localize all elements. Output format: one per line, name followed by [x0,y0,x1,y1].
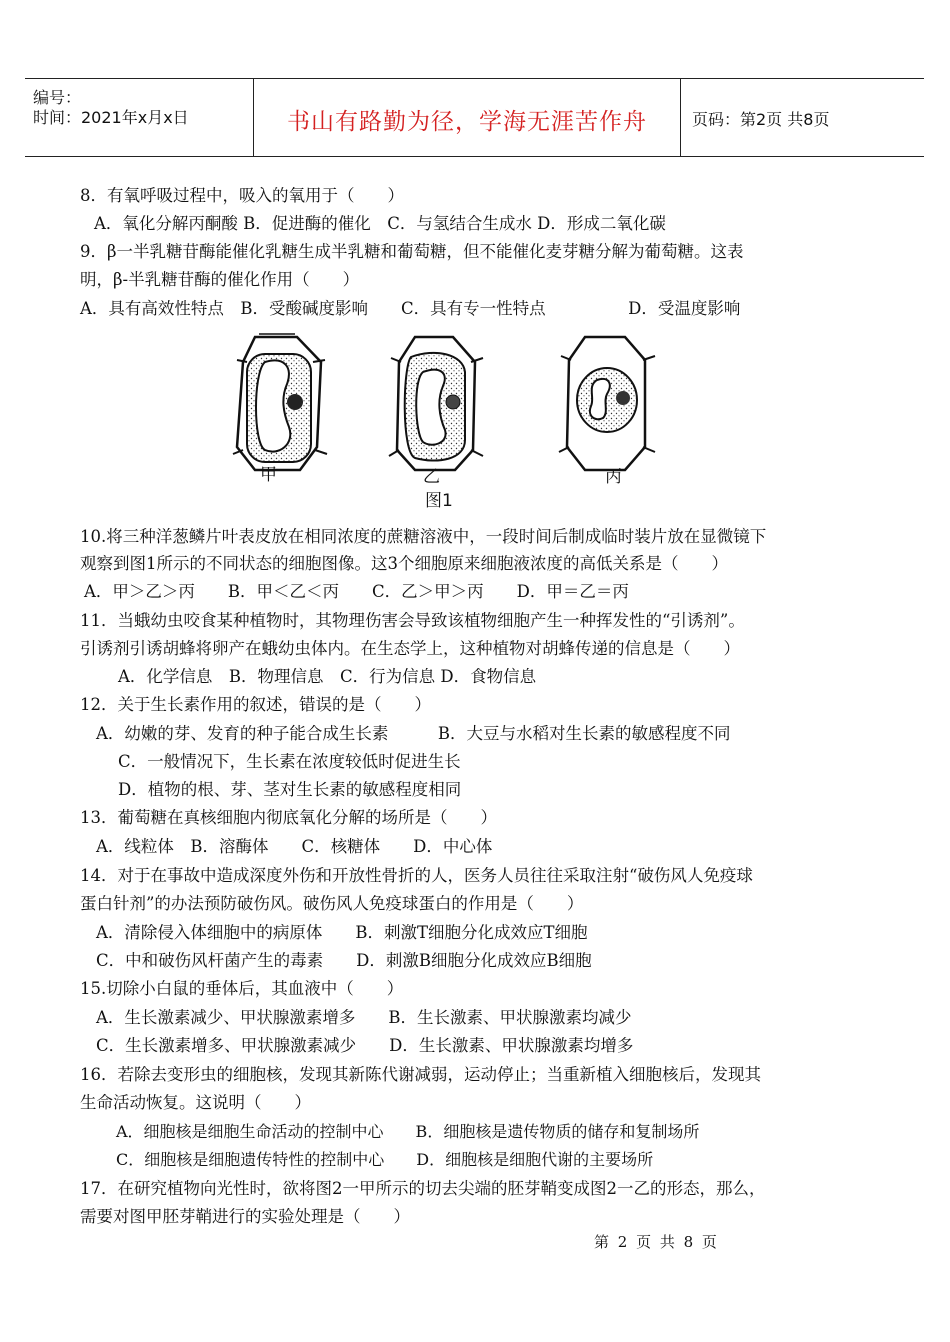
question-11-stem-line-2: 引诱剂引诱胡蜂将卵产在蛾幼虫体内。在生态学上，这种植物对胡蜂传递的信息是（ ） [80,639,740,658]
question-16-options-ab: A．细胞核是细胞生命活动的控制中心 B．细胞核是遗传物质的储存和复制场所 [116,1122,700,1141]
figure-label-jia: 甲 [260,465,277,485]
question-15-stem: 15.切除小白鼠的垂体后，其血液中（ ） [80,979,404,998]
question-9-stem-line-2: 明，β-半乳糖苷酶的催化作用（ ） [80,270,360,289]
question-9-stem-line-1: 9．β一半乳糖苷酶能催化乳糖生成半乳糖和葡萄糖，但不能催化麦芽糖分解为葡萄糖。这表 [80,242,744,261]
document-header [25,78,924,157]
page-footer: 第 2 页 共 8 页 [594,1233,719,1251]
figure-label-yi: 乙 [423,467,440,487]
question-14-stem-line-1: 14．对于在事故中造成深度外伤和开放性骨折的人，医务人员往往采取注射“破伤风人免疫球 [80,866,753,885]
document-number-label: 编号： [33,88,82,107]
question-13-stem: 13．葡萄糖在真核细胞内彻底氧化分解的场所是（ ） [80,808,497,827]
header-left-cell [25,79,253,156]
header-page-cell [680,79,924,156]
question-8-options: A．氧化分解丙酮酸 B．促进酶的催化 C．与氢结合生成水 D．形成二氧化碳 [94,214,666,233]
header-motto-cell [253,79,681,156]
question-12-options-ab: A．幼嫩的芽、发育的种子能合成生长素 B．大豆与水稻对生长素的敏感程度不同 [96,724,731,743]
question-16-options-cd: C．细胞核是细胞遗传特性的控制中心 D．细胞核是细胞代谢的主要场所 [116,1150,654,1169]
question-17-stem-line-1: 17．在研究植物向光性时，欲将图2一甲所示的切去尖端的胚芽鞘变成图2一乙的形态，那么， [80,1179,766,1198]
cell-yi [389,337,483,470]
question-16-stem-line-1: 16．若除去变形虫的细胞核，发现其新陈代谢减弱，运动停止；当重新植入细胞核后，发现其 [80,1065,761,1084]
figure-1-cells [225,332,685,512]
question-10-options: A．甲＞乙＞丙 B．甲＜乙＜丙 C．乙＞甲＞丙 D．甲＝乙＝丙 [84,582,629,601]
question-8-stem: 8．有氧呼吸过程中，吸入的氧用于（ ） [80,186,404,205]
header-motto: 书山有路勤为径，学海无涯苦作舟 [287,109,647,135]
question-12-option-d: D．植物的根、芽、茎对生长素的敏感程度相同 [118,780,462,799]
question-12-option-c: C．一般情况下，生长素在浓度较低时促进生长 [118,752,461,771]
document-time-label: 时间：2021年x月x日 [33,108,189,127]
question-17-stem-line-2: 需要对图甲胚芽鞘进行的实验处理是（ ） [80,1207,410,1226]
question-10-stem-line-2: 观察到图1所示的不同状态的细胞图像。这3个细胞原来细胞液浓度的高低关系是（ ） [80,554,728,573]
question-11-stem-line-1: 11．当蛾幼虫咬食某种植物时，其物理伤害会导致该植物细胞产生一种挥发性的“引诱剂”。 [80,611,745,630]
cell-jia [233,334,327,470]
question-14-stem-line-2: 蛋白针剂”的办法预防破伤风。破伤风人免疫球蛋白的作用是（ ） [80,894,584,913]
question-11-options: A．化学信息 B．物理信息 C．行为信息 D．食物信息 [118,667,537,686]
question-15-options-cd: C．生长激素增多、甲状腺激素减少 D．生长激素、甲状腺激素均增多 [96,1036,634,1055]
question-16-stem-line-2: 生命活动恢复。这说明（ ） [80,1093,311,1112]
question-12-stem: 12．关于生长素作用的叙述，错误的是（ ） [80,695,431,714]
cell-bing [559,337,655,470]
question-14-options-ab: A．清除侵入体细胞中的病原体 B．刺激T细胞分化成效应T细胞 [96,923,588,942]
figure-caption: 图1 [425,491,453,511]
figure-label-bing: 丙 [605,467,622,487]
question-14-options-cd: C．中和破伤风杆菌产生的毒素 D．刺激B细胞分化成效应B细胞 [96,951,592,970]
header-page-info: 页码：第2页 共8页 [692,110,830,129]
question-15-options-ab: A．生长激素减少、甲状腺激素增多 B．生长激素、甲状腺激素均减少 [96,1008,632,1027]
question-9-options: A．具有高效性特点 B．受酸碱度影响 C．具有专一性特点 D．受温度影响 [80,299,741,318]
question-13-options: A．线粒体 B．溶酶体 C．核糖体 D．中心体 [96,837,493,856]
question-10-stem-line-1: 10.将三种洋葱鳞片叶表皮放在相同浓度的蔗糖溶液中，一段时间后制成临时装片放在显微镜下 [80,527,767,546]
